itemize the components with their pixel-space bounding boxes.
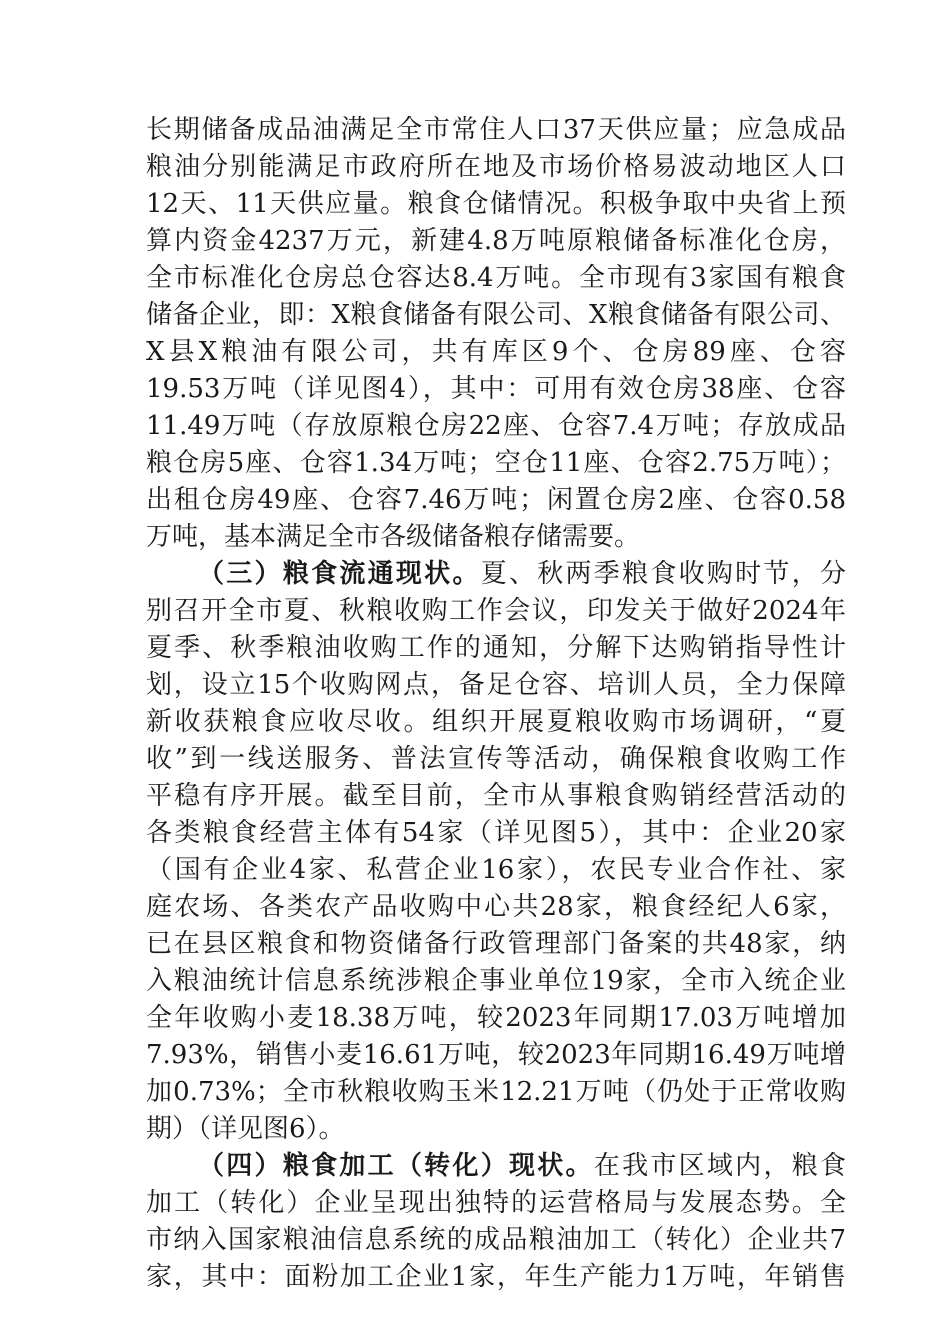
text-line: 储备企业，即：X粮食储备有限公司、X粮食储备有限公司、 — [146, 300, 846, 330]
text-line: 市纳入国家粮油信息系统的成品粮油加工（转化）企业共7 — [146, 1225, 846, 1255]
text-line: 12天、11天供应量。粮食仓储情况。积极争取中央省上预 — [146, 189, 846, 219]
text-line — [146, 1148, 846, 1185]
text-line: 全市标准化仓房总仓容达8.4万吨。全市现有3家国有粮食 — [146, 263, 846, 293]
text-line — [146, 556, 846, 593]
text-run: 在我市区域内，粮食 — [593, 1151, 846, 1181]
text-line: 出租仓房49座、仓容7.46万吨；闲置仓房2座、仓容0.58 — [146, 485, 846, 515]
text-line: 粮油分别能满足市政府所在地及市场价格易波动地区人口 — [146, 152, 846, 182]
text-line: 已在县区粮食和物资储备行政管理部门备案的共48家，纳 — [146, 929, 846, 959]
section-heading-processing: （四）粮食加工（转化）现状。 — [198, 1151, 594, 1181]
paragraph-grain-storage — [146, 112, 846, 556]
text-line: 万吨，基本满足全市各级储备粮存储需要。 — [146, 522, 641, 552]
text-line: 庭农场、各类农产品收购中心共28家，粮食经纪人6家， — [146, 892, 846, 922]
text-line: 加0.73%；全市秋粮收购玉米12.21万吨（仍处于正常收购 — [146, 1077, 846, 1107]
text-line: 家，其中：面粉加工企业1家，年生产能力1万吨，年销售 — [146, 1262, 846, 1292]
text-line: 19.53万吨（详见图4），其中：可用有效仓房38座、仓容 — [146, 374, 846, 404]
text-line: 长期储备成品油满足全市常住人口37天供应量；应急成品 — [146, 115, 846, 145]
text-line: 粮仓房5座、仓容1.34万吨；空仓11座、仓容2.75万吨）； — [146, 448, 846, 478]
text-line: （国有企业4家、私营企业16家），农民专业合作社、家 — [146, 855, 846, 885]
document-body — [146, 112, 846, 1296]
text-line: 别召开全市夏、秋粮收购工作会议，印发关于做好2024年 — [146, 596, 846, 626]
text-line: 夏季、秋季粮油收购工作的通知，分解下达购销指导性计 — [146, 633, 846, 663]
section-heading-circulation: （三）粮食流通现状。 — [198, 559, 481, 589]
paragraph-grain-processing — [146, 1148, 846, 1296]
text-line: 平稳有序开展。截至目前，全市从事粮食购销经营活动的 — [146, 781, 846, 811]
text-run: 夏、秋两季粮食收购时节，分 — [480, 559, 846, 589]
text-line: 新收获粮食应收尽收。组织开展夏粮收购市场调研，“夏 — [146, 707, 846, 737]
text-line: 算内资金4237万元，新建4.8万吨原粮储备标准化仓房， — [146, 226, 846, 256]
text-line: 划，设立15个收购网点，备足仓容、培训人员，全力保障 — [146, 670, 846, 700]
text-line: 各类粮食经营主体有54家（详见图5），其中：企业20家 — [146, 818, 846, 848]
text-line: 全年收购小麦18.38万吨，较2023年同期17.03万吨增加 — [146, 1003, 846, 1033]
text-line: X县X粮油有限公司，共有库区9个、仓房89座、仓容 — [146, 337, 846, 367]
text-line: 11.49万吨（存放原粮仓房22座、仓容7.4万吨；存放成品 — [146, 411, 846, 441]
text-line: 7.93%，销售小麦16.61万吨，较2023年同期16.49万吨增 — [146, 1040, 846, 1070]
text-line: 期）（详见图6）。 — [146, 1114, 345, 1144]
text-line: 入粮油统计信息系统涉粮企事业单位19家，全市入统企业 — [146, 966, 846, 996]
paragraph-grain-circulation — [146, 556, 846, 1148]
text-line: 加工（转化）企业呈现出独特的运营格局与发展态势。全 — [146, 1188, 846, 1218]
text-line: 收”到一线送服务、普法宣传等活动，确保粮食收购工作 — [146, 744, 846, 774]
